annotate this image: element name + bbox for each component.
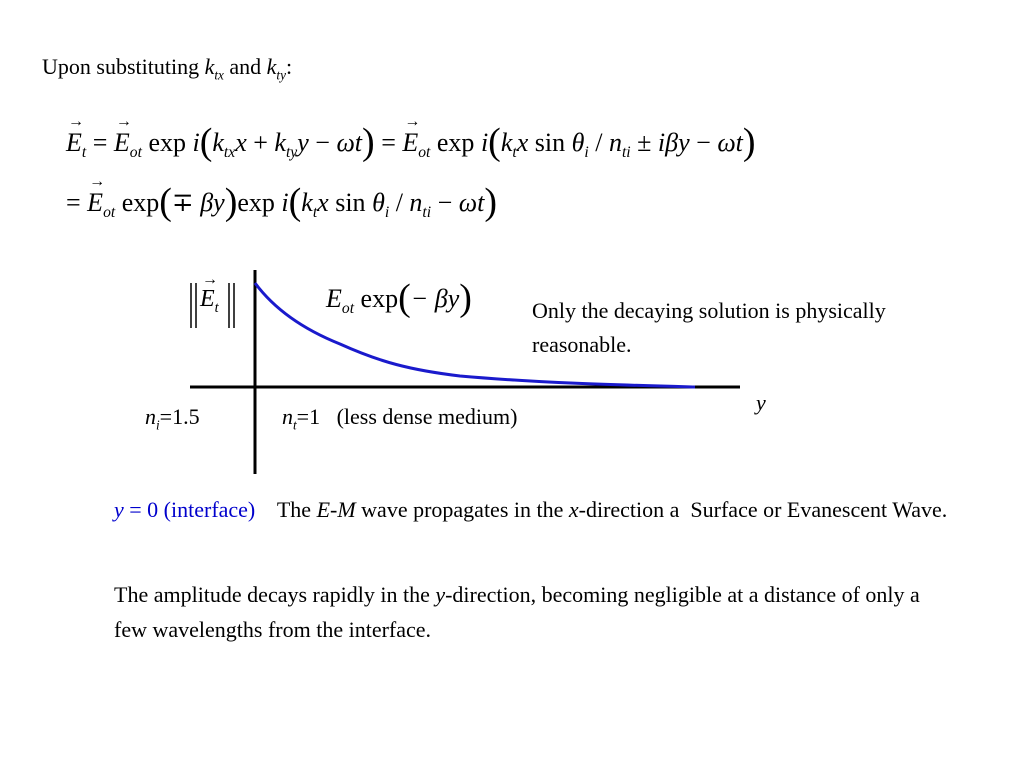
equation-line-1: → $E_t$ = → $E_{ot}$ $\exp i(k_{tx}x + k_{ty}y - \omega t)$ = → $E_{ot}$ $\exp i(k_tx$ $\sin \theta_i / n_{ti} \pm i\beta y - \omega t$) <box>66 128 756 162</box>
note-text: Only the decaying solution is physically reasonable. <box>532 298 886 357</box>
nt-label: $n_t=1$ (less dense medium) <box>282 404 518 433</box>
intro-text: Upon substituting $k_{tx}$ and $k_{ty}$: <box>42 54 293 83</box>
curve-label: $E_{ot}$ exp(− βy) <box>326 277 472 319</box>
x-axis-label: y <box>756 390 766 415</box>
magnitude-label: → $E_t$ <box>200 286 219 317</box>
equation-line-2: = → $E_{ot}$ exp(∓ βy)exp $i(k_tx$ $\sin \theta_i / n_{ti} - \omega t$) <box>66 188 497 222</box>
paragraph-amplitude-decay: The amplitude decays rapidly in the y-direction, becoming negligible at a distance of only a few wavelengths from the interface. <box>114 582 920 642</box>
paragraph-surface-wave: y = 0 (interface) The E-M wave propagates in the x-direction a Surface or Evanescent Wave. <box>114 497 948 522</box>
ni-label: $n_i=1.5$ <box>145 404 200 433</box>
